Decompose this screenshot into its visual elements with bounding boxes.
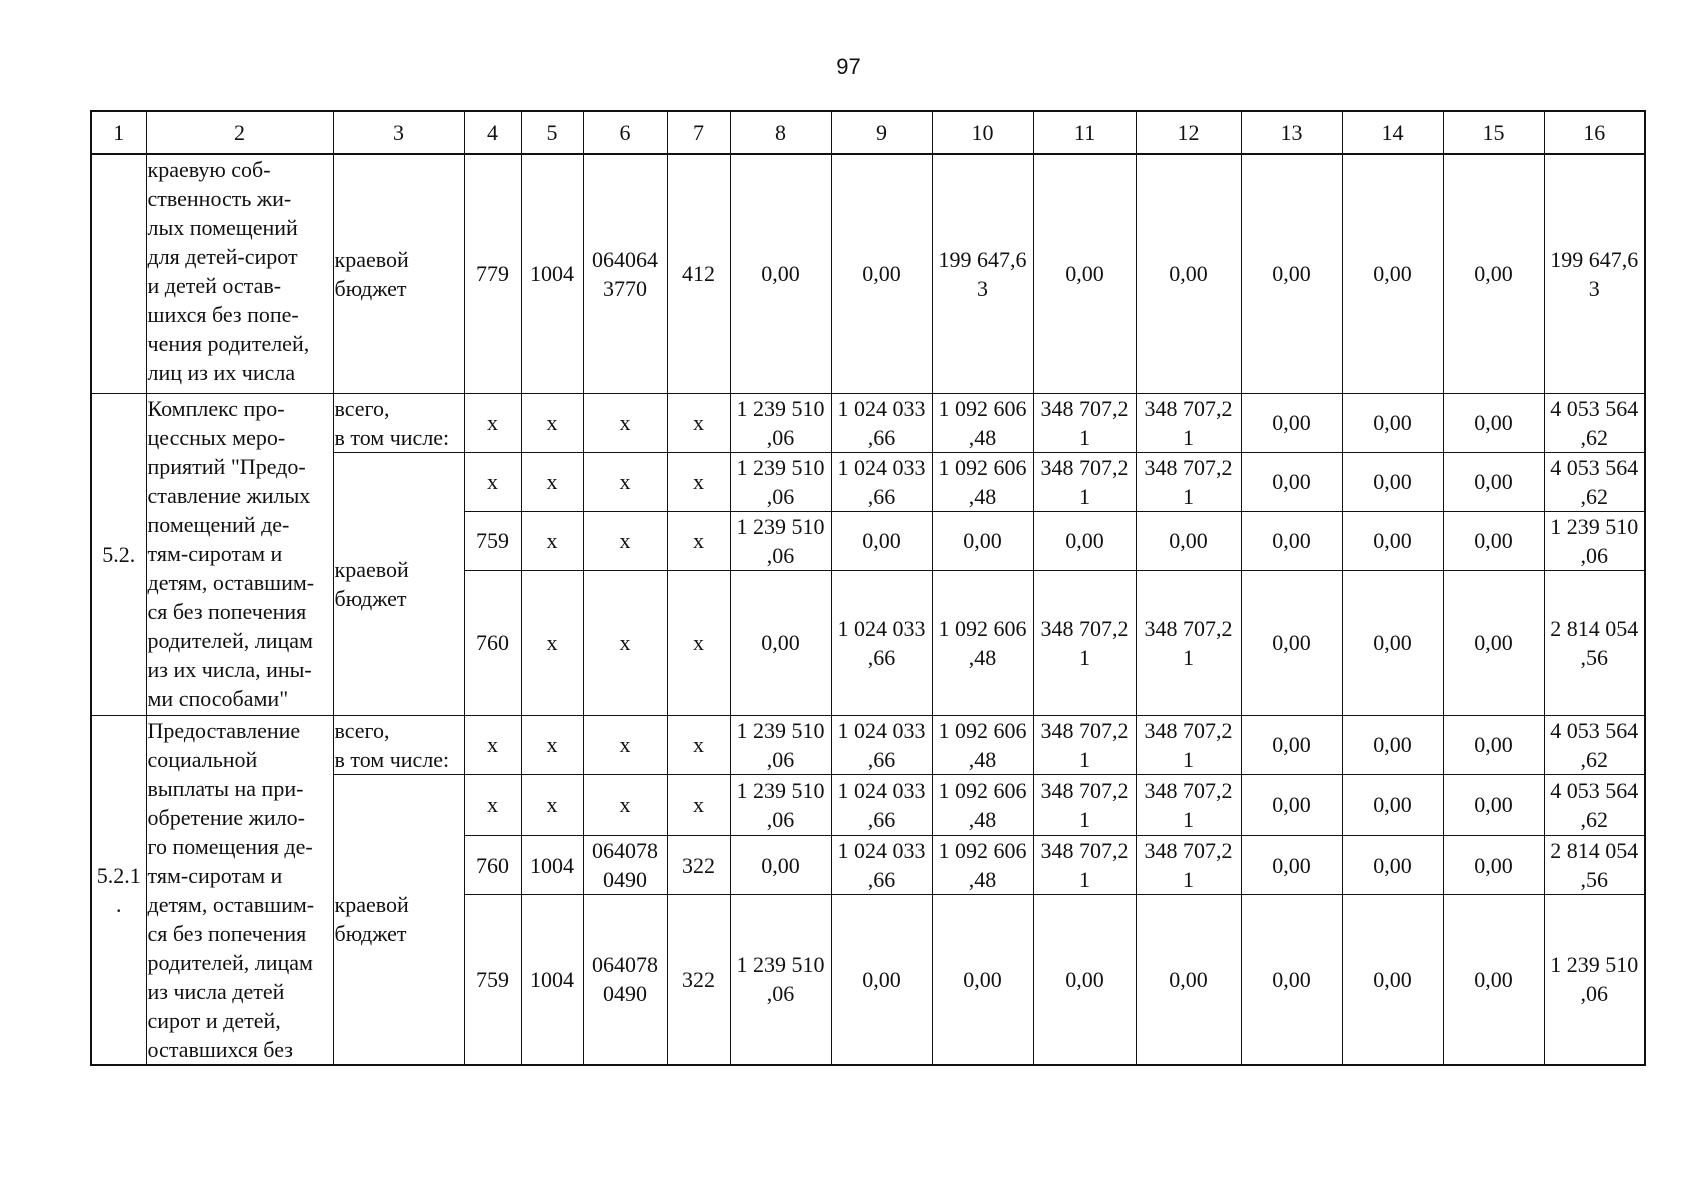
value-cell: 0,00 (1443, 570, 1544, 715)
value-cell: 322 (667, 895, 730, 1065)
value-cell: 1 092 606 ,48 (932, 774, 1033, 836)
value-cell: 064078 0490 (583, 836, 667, 895)
value-cell: х (583, 774, 667, 836)
value-cell: 1 092 606 ,48 (932, 836, 1033, 895)
value-cell: 348 707,2 1 (1033, 715, 1136, 774)
value-cell: 2 814 054 ,56 (1544, 570, 1645, 715)
column-header: 3 (333, 111, 464, 154)
value-cell: 348 707,2 1 (1136, 774, 1241, 836)
measure-name-cell: Комплекс про- цессных меро- приятий "Предо- ставление жилых помещений де- тям-сиротам и детям, оставшим- ся без попечения родителей, лицам из их числа, ины- ми способами" (146, 393, 333, 715)
value-cell: 0,00 (1241, 715, 1342, 774)
value-cell: 779 (464, 154, 521, 393)
value-cell: 2 814 054 ,56 (1544, 836, 1645, 895)
column-header: 5 (521, 111, 583, 154)
column-header: 4 (464, 111, 521, 154)
measure-name-cell: Предоставление социальной выплаты на при- обретение жило- го помещения де- тям-сиротам и детям, оставшим- ся без попечения родителей, лицам из числа детей сирот и детей, оставшихся без (146, 715, 333, 1065)
column-header: 6 (583, 111, 667, 154)
value-cell: 0,00 (1342, 154, 1443, 393)
value-cell: 1 239 510 ,06 (730, 774, 831, 836)
value-cell: х (464, 774, 521, 836)
value-cell: 4 053 564 ,62 (1544, 715, 1645, 774)
page-number: 97 (836, 54, 861, 79)
table-row (91, 154, 1645, 393)
value-cell: 1 239 510 ,06 (730, 393, 831, 452)
value-cell: х (521, 774, 583, 836)
value-cell: х (464, 452, 521, 511)
value-cell: 0,00 (1136, 154, 1241, 393)
column-header: 13 (1241, 111, 1342, 154)
value-cell: х (521, 715, 583, 774)
value-cell: х (583, 715, 667, 774)
funding-source-total-cell: всего, в том числе: (333, 393, 464, 452)
value-cell: х (667, 393, 730, 452)
value-cell: 348 707,2 1 (1033, 570, 1136, 715)
value-cell: х (521, 452, 583, 511)
funding-source-cell: краевой бюджет (333, 774, 464, 1065)
value-cell: 064064 3770 (583, 154, 667, 393)
value-cell: 0,00 (1443, 895, 1544, 1065)
value-cell: 0,00 (1342, 895, 1443, 1065)
value-cell: 1 239 510 ,06 (730, 715, 831, 774)
value-cell: 4 053 564 ,62 (1544, 452, 1645, 511)
value-cell: 0,00 (1342, 715, 1443, 774)
value-cell: 348 707,2 1 (1033, 452, 1136, 511)
value-cell: 0,00 (1136, 511, 1241, 570)
value-cell: х (583, 570, 667, 715)
value-cell: 0,00 (831, 511, 932, 570)
funding-source-total-cell: всего, в том числе: (333, 715, 464, 774)
value-cell: 0,00 (1443, 715, 1544, 774)
value-cell: 348 707,2 1 (1033, 393, 1136, 452)
value-cell: 0,00 (730, 836, 831, 895)
value-cell: 1 092 606 ,48 (932, 393, 1033, 452)
row-number-cell (91, 154, 146, 393)
value-cell: 0,00 (1241, 836, 1342, 895)
value-cell: 0,00 (1241, 774, 1342, 836)
value-cell: 0,00 (831, 154, 932, 393)
table-row (91, 715, 1645, 774)
value-cell: 348 707,2 1 (1136, 393, 1241, 452)
value-cell: 1 239 510 ,06 (730, 452, 831, 511)
column-header: 8 (730, 111, 831, 154)
value-cell: 0,00 (730, 154, 831, 393)
value-cell: х (667, 570, 730, 715)
value-cell: 348 707,2 1 (1136, 452, 1241, 511)
value-cell: х (667, 511, 730, 570)
value-cell: 0,00 (1033, 895, 1136, 1065)
funding-source-cell: краевой бюджет (333, 452, 464, 715)
value-cell: 1 092 606 ,48 (932, 715, 1033, 774)
value-cell: 4 053 564 ,62 (1544, 393, 1645, 452)
value-cell: 0,00 (1241, 570, 1342, 715)
value-cell: 0,00 (1342, 570, 1443, 715)
value-cell: 0,00 (1342, 836, 1443, 895)
value-cell: х (521, 393, 583, 452)
value-cell: 1004 (521, 154, 583, 393)
value-cell: 199 647,6 3 (932, 154, 1033, 393)
row-number-cell: 5.2.1 . (91, 715, 146, 1065)
column-header: 1 (91, 111, 146, 154)
value-cell: х (583, 452, 667, 511)
value-cell: 064078 0490 (583, 895, 667, 1065)
value-cell: 0,00 (1443, 836, 1544, 895)
value-cell: 0,00 (1342, 393, 1443, 452)
value-cell: х (583, 511, 667, 570)
table-row (91, 393, 1645, 452)
value-cell: 4 053 564 ,62 (1544, 774, 1645, 836)
value-cell: 759 (464, 511, 521, 570)
value-cell: 0,00 (1342, 774, 1443, 836)
funding-source-cell: краевой бюджет (333, 154, 464, 393)
column-header: 10 (932, 111, 1033, 154)
value-cell: х (583, 393, 667, 452)
value-cell: 0,00 (1241, 154, 1342, 393)
value-cell: х (521, 570, 583, 715)
value-cell: 760 (464, 570, 521, 715)
value-cell: 0,00 (831, 895, 932, 1065)
value-cell: 348 707,2 1 (1136, 836, 1241, 895)
value-cell: 1 024 033 ,66 (831, 393, 932, 452)
value-cell: 1 024 033 ,66 (831, 836, 932, 895)
value-cell: 0,00 (932, 895, 1033, 1065)
value-cell: х (464, 393, 521, 452)
value-cell: 0,00 (932, 511, 1033, 570)
value-cell: 348 707,2 1 (1136, 570, 1241, 715)
header-row (91, 111, 1645, 154)
value-cell: 1 092 606 ,48 (932, 570, 1033, 715)
row-number-cell: 5.2. (91, 393, 146, 715)
value-cell: 1 024 033 ,66 (831, 452, 932, 511)
value-cell: 0,00 (1443, 452, 1544, 511)
value-cell: 1 239 510 ,06 (730, 895, 831, 1065)
value-cell: 0,00 (1443, 393, 1544, 452)
column-header: 16 (1544, 111, 1645, 154)
value-cell: 1 239 510 ,06 (730, 511, 831, 570)
value-cell: 1 092 606 ,48 (932, 452, 1033, 511)
value-cell: 0,00 (1033, 511, 1136, 570)
value-cell: 0,00 (1443, 511, 1544, 570)
column-header: 11 (1033, 111, 1136, 154)
value-cell: 348 707,2 1 (1033, 774, 1136, 836)
value-cell: 199 647,6 3 (1544, 154, 1645, 393)
value-cell: 0,00 (1241, 452, 1342, 511)
value-cell: 0,00 (1033, 154, 1136, 393)
value-cell: 760 (464, 836, 521, 895)
value-cell: 1 239 510 ,06 (1544, 511, 1645, 570)
column-header: 2 (146, 111, 333, 154)
value-cell: 1 024 033 ,66 (831, 774, 932, 836)
value-cell: 1 024 033 ,66 (831, 715, 932, 774)
budget-table (90, 110, 1646, 1066)
value-cell: 1 239 510 ,06 (1544, 895, 1645, 1065)
column-header: 14 (1342, 111, 1443, 154)
value-cell: 348 707,2 1 (1136, 715, 1241, 774)
value-cell: 0,00 (1443, 154, 1544, 393)
value-cell: 1 024 033 ,66 (831, 570, 932, 715)
value-cell: 0,00 (1241, 393, 1342, 452)
value-cell: 0,00 (1136, 895, 1241, 1065)
value-cell: х (464, 715, 521, 774)
measure-name-cell: краевую соб- ственность жи- лых помещений для детей-сирот и детей остав- шихся без попе- чения родителей, лиц из их числа (146, 154, 333, 393)
column-header: 9 (831, 111, 932, 154)
value-cell: 322 (667, 836, 730, 895)
value-cell: 0,00 (1443, 774, 1544, 836)
value-cell: 0,00 (730, 570, 831, 715)
value-cell: 1004 (521, 895, 583, 1065)
value-cell: 0,00 (1342, 452, 1443, 511)
value-cell: х (667, 715, 730, 774)
value-cell: 0,00 (1241, 895, 1342, 1065)
value-cell: 0,00 (1342, 511, 1443, 570)
value-cell: 412 (667, 154, 730, 393)
value-cell: х (667, 774, 730, 836)
column-header: 7 (667, 111, 730, 154)
value-cell: х (667, 452, 730, 511)
column-header: 12 (1136, 111, 1241, 154)
column-header: 15 (1443, 111, 1544, 154)
value-cell: 348 707,2 1 (1033, 836, 1136, 895)
value-cell: 0,00 (1241, 511, 1342, 570)
value-cell: х (521, 511, 583, 570)
value-cell: 1004 (521, 836, 583, 895)
value-cell: 759 (464, 895, 521, 1065)
